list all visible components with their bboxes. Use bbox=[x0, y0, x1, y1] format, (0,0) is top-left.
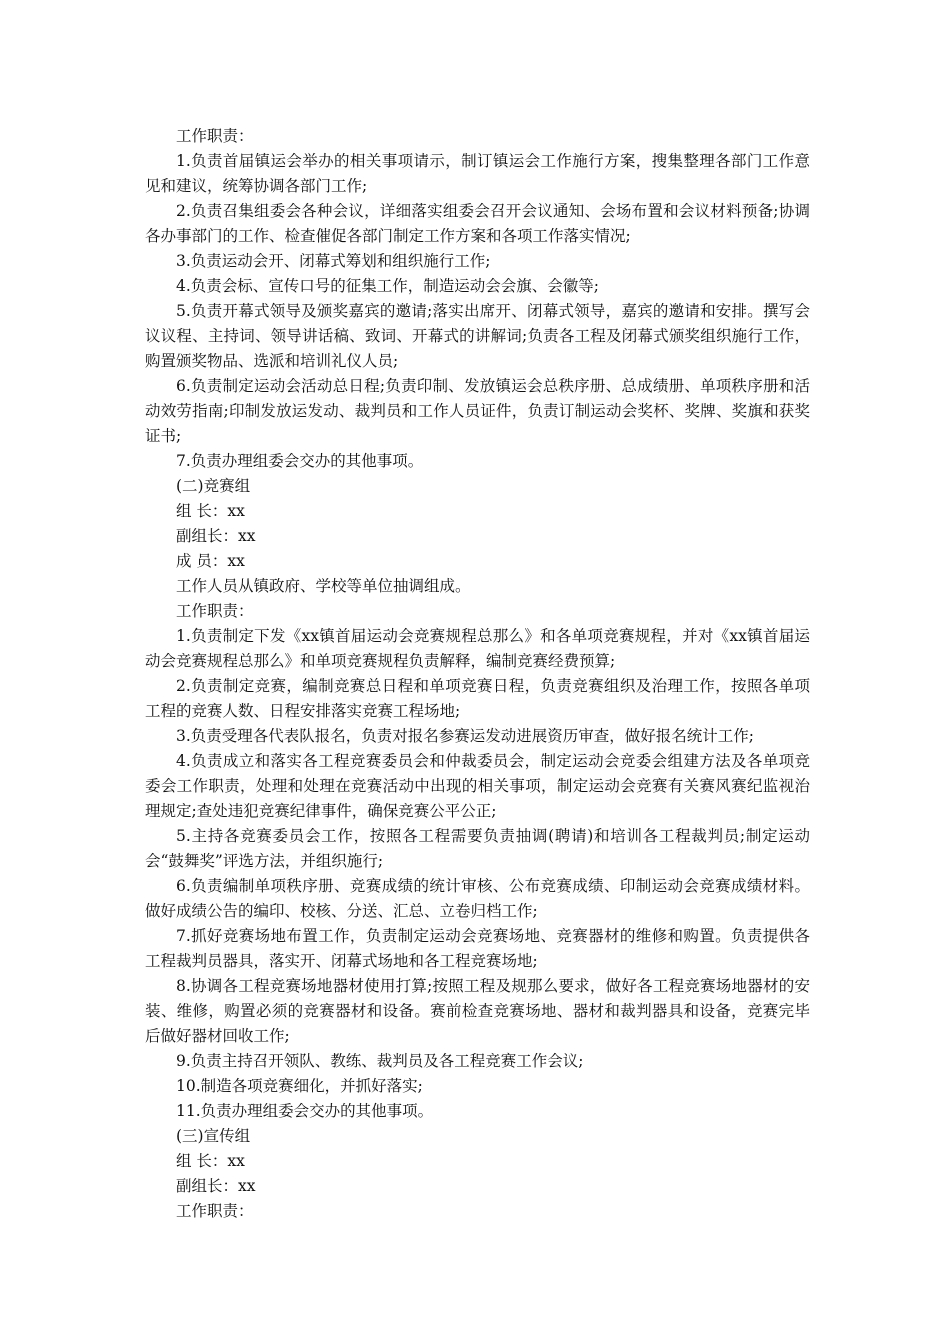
paragraph-duty-2: 2.负责召集组委会各种会议，详细落实组委会召开会议通知、会场布置和会议材料预备;协调各办事部门的工作、检查催促各部门制定工作方案和各项工作落实情况; bbox=[145, 202, 810, 245]
section-heading-competition-group: (二)竞赛组 bbox=[176, 477, 251, 495]
paragraph-duty-7: 7.负责办理组委会交办的其他事项。 bbox=[176, 452, 424, 470]
paragraph-competition-duty-3: 3.负责受理各代表队报名，负责对报名参赛运发动进展资历审查，做好报名统计工作; bbox=[176, 727, 755, 745]
paragraph-members: 成 员：xx bbox=[176, 552, 245, 570]
paragraph-duty-6: 6.负责制定运动会活动总日程;负责印制、发放镇运会总秩序册、总成绩册、单项秩序册和活动效劳指南;印制发放运发动、裁判员和工作人员证件，负责订制运动会奖杯、奖牌、奖旗和获奖证书; bbox=[145, 377, 810, 445]
paragraph-publicity-leader: 组 长：xx bbox=[176, 1152, 245, 1170]
paragraph-work-duties-heading-1: 工作职责： bbox=[176, 127, 254, 145]
paragraph-work-duties-heading-2: 工作职责： bbox=[176, 602, 254, 620]
paragraph-competition-duty-8: 8.协调各工程竞赛场地器材使用打算;按照工程及规那么要求，做好各工程竞赛场地器材的安装、维修，购置必须的竞赛器材和设备。赛前检查竞赛场地、器材和裁判器具和设备，竞赛完毕后做好器材回收工作; bbox=[145, 977, 810, 1045]
paragraph-duty-4: 4.负责会标、宣传口号的征集工作，制造运动会会旗、会徽等; bbox=[176, 277, 600, 295]
paragraph-duty-3: 3.负责运动会开、闭幕式筹划和组织施行工作; bbox=[176, 252, 491, 270]
paragraph-duty-5: 5.负责开幕式领导及颁奖嘉宾的邀请;落实出席开、闭幕式领导，嘉宾的邀请和安排。撰写会议议程、主持词、领导讲话稿、致词、开幕式的讲解词;负责各工程及闭幕式颁奖组织施行工作，购置颁奖物品、选派和培训礼仪人员; bbox=[145, 302, 810, 370]
paragraph-duty-1: 1.负责首届镇运会举办的相关事项请示，制订镇运会工作施行方案，搜集整理各部门工作意见和建议，统筹协调各部门工作; bbox=[145, 152, 810, 195]
paragraph-competition-duty-6: 6.负责编制单项秩序册、竞赛成绩的统计审核、公布竞赛成绩、印制运动会竞赛成绩材料。做好成绩公告的编印、校核、分送、汇总、立卷归档工作; bbox=[145, 877, 810, 920]
paragraph-competition-duty-10: 10.制造各项竞赛细化，并抓好落实; bbox=[176, 1077, 423, 1095]
paragraph-group-leader: 组 长：xx bbox=[176, 502, 245, 520]
paragraph-deputy-leader: 副组长：xx bbox=[176, 527, 256, 545]
paragraph-staff-composition: 工作人员从镇政府、学校等单位抽调组成。 bbox=[176, 577, 471, 595]
paragraph-competition-duty-11: 11.负责办理组委会交办的其他事项。 bbox=[176, 1102, 434, 1120]
paragraph-competition-duty-2: 2.负责制定竞赛，编制竞赛总日程和单项竞赛日程，负责竞赛组织及治理工作，按照各单项工程的竞赛人数、日程安排落实竞赛工程场地; bbox=[145, 677, 810, 720]
paragraph-competition-duty-7: 7.抓好竞赛场地布置工作，负责制定运动会竞赛场地、竞赛器材的维修和购置。负责提供各工程裁判员器具，落实开、闭幕式场地和各工程竞赛场地; bbox=[145, 927, 810, 970]
paragraph-competition-duty-1: 1.负责制定下发《xx镇首届运动会竞赛规程总那么》和各单项竞赛规程，并对《xx镇首届运动会竞赛规程总那么》和单项竞赛规程负责解释，编制竞赛经费预算; bbox=[145, 627, 810, 670]
document-page bbox=[145, 124, 810, 1224]
paragraph-work-duties-heading-3: 工作职责： bbox=[176, 1202, 254, 1220]
paragraph-publicity-deputy-leader: 副组长：xx bbox=[176, 1177, 256, 1195]
paragraph-competition-duty-9: 9.负责主持召开领队、教练、裁判员及各工程竞赛工作会议; bbox=[176, 1052, 584, 1070]
paragraph-competition-duty-4: 4.负责成立和落实各工程竞赛委员会和仲裁委员会，制定运动会竞委会组建方法及各单项竞委会工作职责，处理和处理在竞赛活动中出现的相关事项，制定运动会竞赛有关赛风赛纪监视治理规定;查处违犯竞赛纪律事件，确保竞赛公平公正; bbox=[145, 752, 810, 820]
section-heading-publicity-group: (三)宣传组 bbox=[176, 1127, 251, 1145]
paragraph-competition-duty-5: 5.主持各竞赛委员会工作，按照各工程需要负责抽调(聘请)和培训各工程裁判员;制定运动会“鼓舞奖”评选方法，并组织施行; bbox=[145, 827, 810, 870]
